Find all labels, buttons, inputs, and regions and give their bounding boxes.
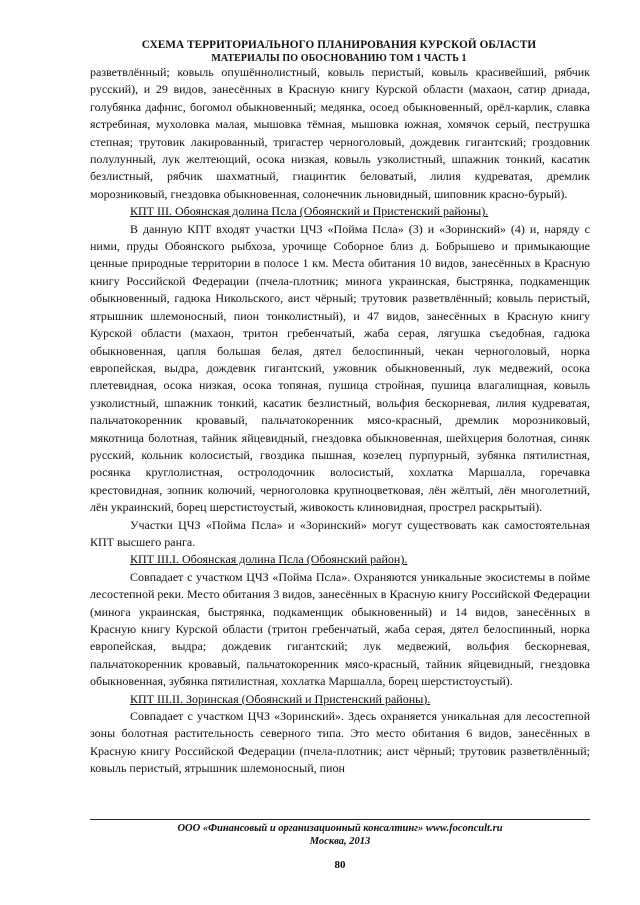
header-line-2: МАТЕРИАЛЫ ПО ОБОСНОВАНИЮ ТОМ 1 ЧАСТЬ 1 bbox=[211, 53, 467, 64]
paragraph-kpt-3-2: Совпадает с участком ЦЧЗ «Зоринский». Здесь охраняется уникальная для лесостепной зоны болотная растительность северного типа. Это место обитания 6 видов, занесённых в Красную книгу Российской Федерации (пчела-плотник; аист чёрный; трутовик разветвлённый; ковыль перистый, ятрышник шлемоносный, пион bbox=[90, 709, 590, 776]
page-number: 80 bbox=[334, 859, 346, 871]
paragraph-kpt-3-1: Совпадает с участком ЦЧЗ «Пойма Псла». Охраняются уникальные экосистемы в пойме лесостепной реки. Место обитания 3 видов, занесённых в Красную книгу Российской Федерации (минога украинская, быстрянка, подкаменщик обыкновенный) и 14 видов, занесённых в Красную книгу Курской области (тритон гребенчатый, жаба серая, дятел белоспинный, норка европейская, выдра; дождевик гигантский; лук медвежий, вольфия бескорневая, пальчатокоренник кровавый, пальчатокоренник мясо-красный, тайник яйцевидный, гнездовка обыкновенная, зубянка пятилистная, хохлатка Маршалла, борец шерстистоустый). bbox=[90, 569, 590, 689]
footer-divider bbox=[90, 819, 590, 820]
paragraph-kpt-3: В данную КПТ входят участки ЦЧЗ «Пойма Псла» (3) и «Зоринский» (4) и, наряду с ними, пруды Обоянского рыбхоза, урочище Соборное близ д. Бобрышево и примыкающие ценные природные территории в полосе 1 км. Места обитания 10 видов, занесённых в Красную книгу Российской Федерации (пчела-плотник; минога украинская, быстрянка, подкаменщик обыкновенный, гадюка Никольского, аист чёрный; трутовик разветвлённый; ковыль перистый, ятрышник шлемоносный, пион тонколистный), и 47 видов, занесённых в Красную книгу Курской области (махаон, тритон гребенчатый, жаба серая, лягушка съедобная, гадюка обыкновенная, цапля большая белая, дятел белоспинный, чекан черноголовый, норка европейская, выдра, дождевик гигантский, ужовник обыкновенный, лук медвежий, осока плетевидная, осока низкая, осока топяная, пушица стройная, пушица влагалищная, ковыль узколистный, шпажник тонкий, касатик безлистный, вольфия бескорневая, лилия кудреватая, пальчатокоренник кровавый, пальчатокоренник мясо-красный, дремлик морозниковый, мякотница болотная, тайник яйцевидный, гнездовка обыкновенная, шейхцерия болотная, синяк русский, кольник колосистый, гвоздика пышная, козелец пурпурный, зубянка пятилистная, росянка круглолистная, остролодочник волосистый, хохлатка Маршалла, горечавка крестовидная, зопник колючий, черноголовка крупноцветковая, лён жёлтый, лён многолетний, лён украинский, борец шерстистоустый, живокость клиновидная, прострел раскрытый). bbox=[90, 221, 590, 515]
header-line-1: СХЕМА ТЕРРИТОРИАЛЬНОГО ПЛАНИРОВАНИЯ КУРСКОЙ ОБЛАСТИ bbox=[141, 39, 537, 51]
section-heading-kpt-3-1: КПТ III.I. Обоянская долина Псла (Обоянский район). bbox=[130, 552, 408, 567]
footer-city-year: Москва, 2013 bbox=[309, 836, 371, 847]
section-heading-kpt-3-2: КПТ III.II. Зоринская (Обоянский и Пристенский районы). bbox=[130, 691, 431, 706]
page-body bbox=[90, 64, 590, 778]
page-header bbox=[88, 38, 590, 66]
section-heading-kpt-3: КПТ III. Обоянская долина Псла (Обоянский и Пристенский районы). bbox=[130, 204, 489, 219]
footer-company: ООО «Финансовый и организационный консалтинг» www.foconcult.ru bbox=[177, 823, 503, 834]
paragraph-kpt-3-note: Участки ЦЧЗ «Пойма Псла» и «Зоринский» могут существовать как самостоятельная КПТ высшего ранга. bbox=[90, 517, 590, 549]
page-footer bbox=[90, 822, 590, 848]
paragraph-continued: разветвлённый; ковыль опушённолистный, ковыль перистый, ковыль красивейший, рябчик русский), и 29 видов, занесённых в Красную книгу Курской области (махаон, сатир дриада, голубянка дафнис, богомол обыкновенный; медянка, осоед обыкновенный, орёл-карлик, славка ястребиная, мухоловка малая, мышовка тёмная, мышовка южная, хомячок серый, пеструшка степная; трутовик лакированный, тригастер черноголовый, дождевик гигантский; гроздовник полулунный, лук желтеющий, осока низкая, ковыль узколистный, шпажник тонкий, касатик безлистный, рябчик шахматный, гиацинтик беловатый, лилия кудреватая, дремлик морозниковый, гнездовка обыкновенная, солонечник льновидный, шиповник красно-бурый). bbox=[90, 65, 590, 201]
